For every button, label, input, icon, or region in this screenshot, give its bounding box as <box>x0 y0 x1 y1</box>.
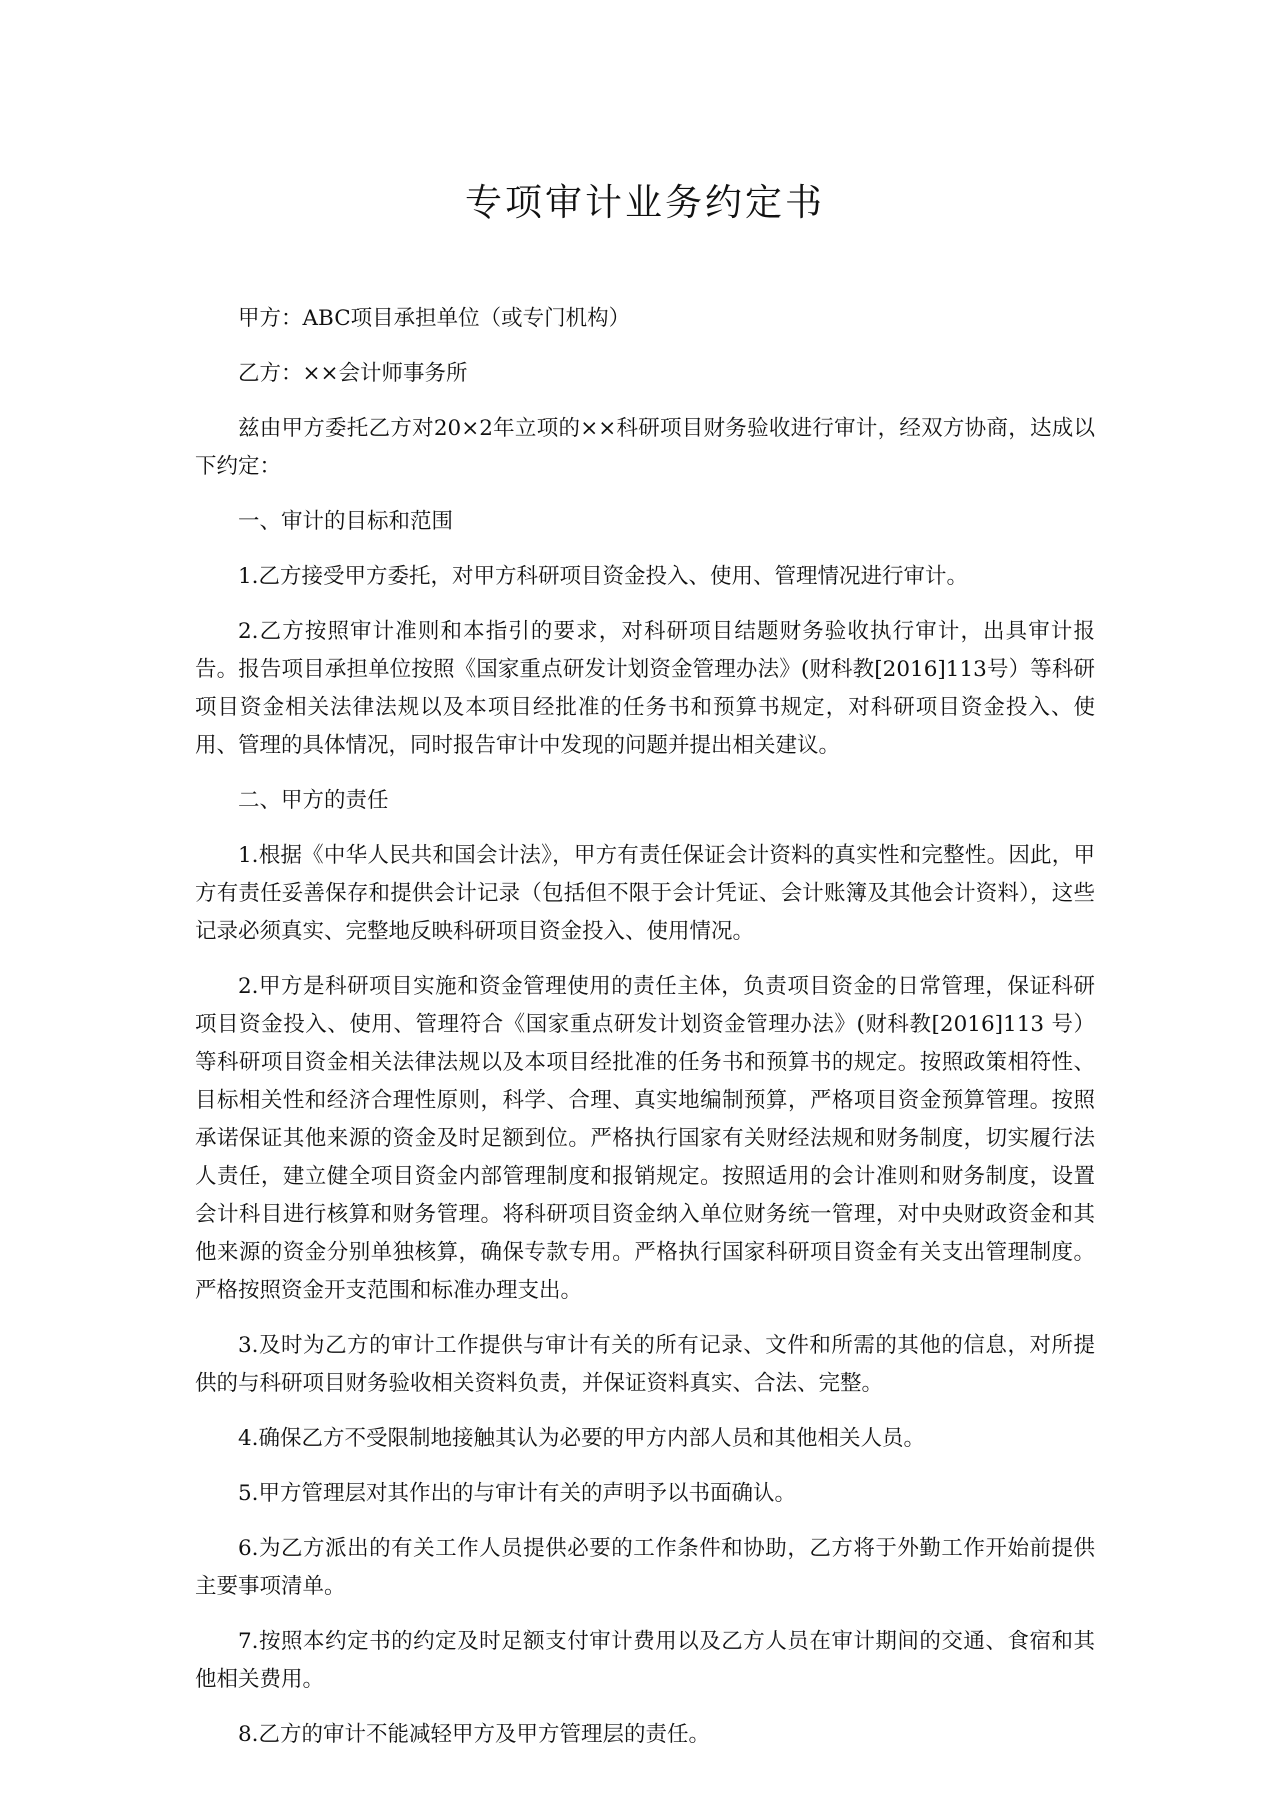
section-heading-2: 二、甲方的责任 <box>238 788 389 813</box>
section-2-item-8: 8.乙方的审计不能减轻甲方及甲方管理层的责任。 <box>238 1722 711 1747</box>
party-a: 甲方：ABC项目承担单位（或专门机构） <box>238 306 631 331</box>
section-2-item-7: 7.按照本约定书的约定及时足额支付审计费用以及乙方人员在审计期间的交通、食宿和其他相关费用。 <box>195 1629 1095 1692</box>
party-b: 乙方：××会计师事务所 <box>238 361 468 386</box>
section-2-item-5: 5.甲方管理层对其作出的与审计有关的声明予以书面确认。 <box>238 1481 797 1506</box>
section-heading-1: 一、审计的目标和范围 <box>238 509 454 534</box>
section-1-item-1: 1.乙方接受甲方委托，对甲方科研项目资金投入、使用、管理情况进行审计。 <box>238 564 969 589</box>
section-2-item-1: 1.根据《中华人民共和国会计法》，甲方有责任保证会计资料的真实性和完整性。因此，甲方有责任妥善保存和提供会计记录（包括但不限于会计凭证、会计账簿及其他会计资料），这些记录必须真实、完整地反映科研项目资金投入、使用情况。 <box>195 843 1095 944</box>
section-2-item-6: 6.为乙方派出的有关工作人员提供必要的工作条件和协助，乙方将于外勤工作开始前提供主要事项清单。 <box>195 1536 1095 1599</box>
section-2-item-4: 4.确保乙方不受限制地接触其认为必要的甲方内部人员和其他相关人员。 <box>238 1426 926 1451</box>
document-body <box>195 300 1095 1771</box>
document-page <box>195 0 1095 1810</box>
intro-paragraph: 兹由甲方委托乙方对20×2年立项的××科研项目财务验收进行审计，经双方协商，达成以下约定： <box>195 416 1095 479</box>
section-2-item-2: 2.甲方是科研项目实施和资金管理使用的责任主体，负责项目资金的日常管理，保证科研项目资金投入、使用、管理符合《国家重点研发计划资金管理办法》(财科教[2016]113 号）等科研项目资金相关法律法规以及本项目经批准的任务书和预算书的规定。按照政策相符性、目标相关性和经济合理性原则，科学、合理、真实地编制预算，严格项目资金预算管理。按照承诺保证其他来源的资金及时足额到位。严格执行国家有关财经法规和财务制度，切实履行法人责任，建立健全项目资金内部管理制度和报销规定。按照适用的会计准则和财务制度，设置会计科目进行核算和财务管理。将科研项目资金纳入单位财务统一管理，对中央财政资金和其他来源的资金分别单独核算，确保专款专用。严格执行国家科研项目资金有关支出管理制度。严格按照资金开支范围和标准办理支出。 <box>195 974 1095 1303</box>
section-1-item-2: 2.乙方按照审计准则和本指引的要求，对科研项目结题财务验收执行审计，出具审计报告。报告项目承担单位按照《国家重点研发计划资金管理办法》(财科教[2016]113号）等科研项目资金相关法律法规以及本项目经批准的任务书和预算书规定，对科研项目资金投入、使用、管理的具体情况，同时报告审计中发现的问题并提出相关建议。 <box>195 619 1095 758</box>
section-2-item-3: 3.及时为乙方的审计工作提供与审计有关的所有记录、文件和所需的其他的信息，对所提供的与科研项目财务验收相关资料负责，并保证资料真实、合法、完整。 <box>195 1333 1095 1396</box>
document-title: 专项审计业务约定书 <box>465 181 825 224</box>
